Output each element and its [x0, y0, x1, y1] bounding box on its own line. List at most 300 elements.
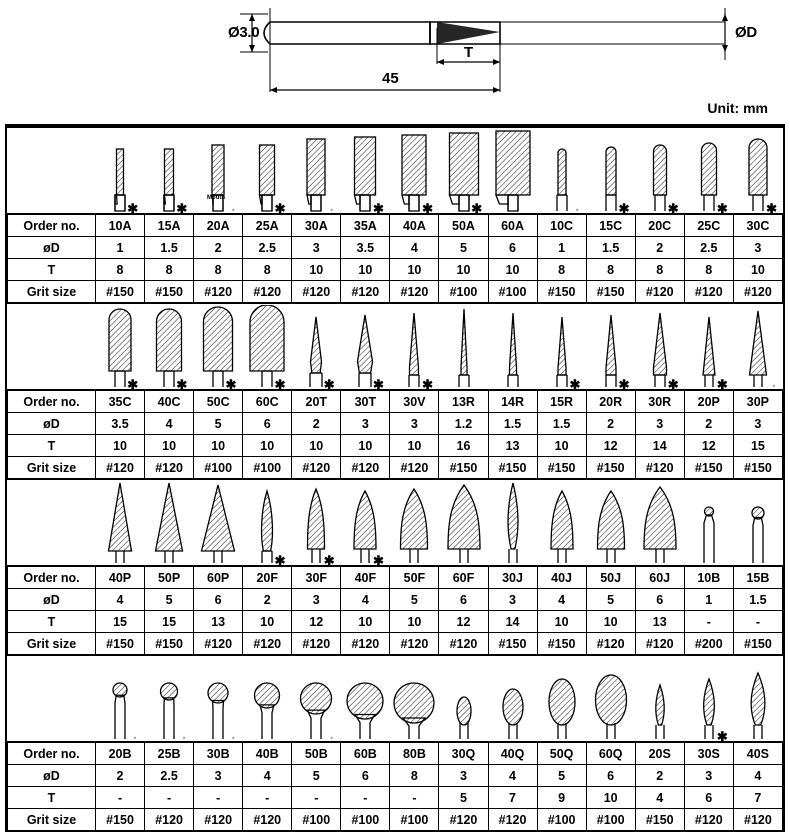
- bur-shape-35C: [95, 304, 144, 392]
- spec-table: [7, 214, 783, 302]
- cell-grit-size-50J: #120: [586, 633, 635, 655]
- cell-order-no-30A: 30A: [292, 215, 341, 237]
- bur-shape-40A: [390, 128, 439, 216]
- bur-shape-20C: [636, 128, 685, 216]
- cell-order-no-60Q: 60Q: [586, 743, 635, 765]
- cell-thickness-10B: -: [684, 611, 733, 633]
- asterisk-marker: ✱: [323, 553, 335, 568]
- mouth-annotation: Mouth: [207, 195, 226, 201]
- bur-shape-40P: [95, 480, 144, 565]
- cell-order-no-40J: 40J: [537, 567, 586, 589]
- asterisk-marker: ✱: [618, 201, 630, 216]
- bur-shape-row: [7, 656, 783, 742]
- cell-grit-size-40S: #120: [733, 809, 782, 831]
- cell-grit-size-60Q: #100: [586, 809, 635, 831]
- cell-thickness-60B: -: [341, 787, 390, 809]
- cell-thickness-60J: 13: [635, 611, 684, 633]
- cell-diameter-25C: 2.5: [684, 237, 733, 259]
- bur-shape-row: [7, 128, 783, 214]
- cell-thickness-40Q: 7: [488, 787, 537, 809]
- cell-order-no-20S: 20S: [635, 743, 684, 765]
- cell-diameter-50Q: 5: [537, 765, 586, 787]
- row-label-grit-size: Grit size: [8, 281, 96, 303]
- cell-thickness-15R: 10: [537, 435, 586, 457]
- cell-thickness-20F: 10: [243, 611, 292, 633]
- cell-grit-size-30A: #120: [292, 281, 341, 303]
- spec-block: [5, 126, 785, 302]
- cell-thickness-14R: 13: [488, 435, 537, 457]
- cell-order-no-50Q: 50Q: [537, 743, 586, 765]
- cell-grit-size-40B: #120: [243, 809, 292, 831]
- taper-length-label: T: [464, 44, 474, 61]
- micro-marker: #: [232, 735, 235, 740]
- cell-order-no-35A: 35A: [341, 215, 390, 237]
- cell-diameter-40B: 4: [243, 765, 292, 787]
- cell-diameter-40F: 4: [341, 589, 390, 611]
- cell-diameter-10A: 1: [96, 237, 145, 259]
- cell-thickness-50B: -: [292, 787, 341, 809]
- cell-diameter-30T: 3: [341, 413, 390, 435]
- bur-shape-40J: [537, 480, 586, 565]
- asterisk-marker: ✱: [176, 377, 188, 392]
- cell-order-no-30P: 30P: [733, 391, 782, 413]
- cell-diameter-30Q: 3: [439, 765, 488, 787]
- cell-order-no-20B: 20B: [96, 743, 145, 765]
- overall-length-label: 45: [382, 70, 399, 87]
- cell-diameter-25A: 2.5: [243, 237, 292, 259]
- spec-row-diameter: [8, 237, 783, 259]
- cell-order-no-35C: 35C: [96, 391, 145, 413]
- shape-row-spacer: [7, 480, 95, 565]
- cell-thickness-25B: -: [145, 787, 194, 809]
- cell-grit-size-20F: #120: [243, 633, 292, 655]
- cell-thickness-20T: 10: [292, 435, 341, 457]
- cell-grit-size-40J: #150: [537, 633, 586, 655]
- row-label-order-no: Order no.: [8, 215, 96, 237]
- cell-grit-size-30S: #120: [684, 809, 733, 831]
- cell-grit-size-30J: #150: [488, 633, 537, 655]
- cell-order-no-50J: 50J: [586, 567, 635, 589]
- cell-order-no-20T: 20T: [292, 391, 341, 413]
- cell-order-no-20A: 20A: [194, 215, 243, 237]
- cell-order-no-20P: 20P: [684, 391, 733, 413]
- row-label-thickness: T: [8, 611, 96, 633]
- bur-shape-35A: [341, 128, 390, 216]
- cell-grit-size-20A: #120: [194, 281, 243, 303]
- cell-diameter-15R: 1.5: [537, 413, 586, 435]
- asterisk-marker: ✱: [471, 201, 483, 216]
- bur-shape-60C: [242, 304, 291, 392]
- cell-grit-size-35C: #120: [96, 457, 145, 479]
- cell-order-no-30R: 30R: [635, 391, 684, 413]
- cell-diameter-40P: 4: [96, 589, 145, 611]
- cell-grit-size-30F: #120: [292, 633, 341, 655]
- bur-shape-20F: [242, 480, 291, 568]
- bur-shape-15R: [537, 304, 586, 392]
- cell-diameter-20R: 2: [586, 413, 635, 435]
- shape-row-spacer: [7, 656, 95, 741]
- bur-shape-10C: [537, 128, 586, 213]
- cell-order-no-30J: 30J: [488, 567, 537, 589]
- cell-diameter-13R: 1.2: [439, 413, 488, 435]
- cell-order-no-10A: 10A: [96, 215, 145, 237]
- cell-diameter-14R: 1.5: [488, 413, 537, 435]
- bur-shape-20S: [636, 656, 685, 741]
- bur-shape-15A: [144, 128, 193, 216]
- cell-grit-size-60A: #100: [488, 281, 537, 303]
- cell-order-no-25A: 25A: [243, 215, 292, 237]
- micro-marker: #: [772, 383, 775, 388]
- cell-order-no-30B: 30B: [194, 743, 243, 765]
- cell-thickness-25A: 8: [243, 259, 292, 281]
- cell-diameter-40Q: 4: [488, 765, 537, 787]
- cell-thickness-40P: 15: [96, 611, 145, 633]
- cell-order-no-40P: 40P: [96, 567, 145, 589]
- cell-grit-size-15C: #150: [586, 281, 635, 303]
- cell-diameter-80B: 8: [390, 765, 439, 787]
- bur-shape-40B: [242, 656, 291, 741]
- cell-order-no-40F: 40F: [341, 567, 390, 589]
- cell-diameter-20F: 2: [243, 589, 292, 611]
- cell-order-no-60J: 60J: [635, 567, 684, 589]
- bur-shape-60P: [193, 480, 242, 565]
- spec-row-order-no: [8, 567, 783, 589]
- asterisk-marker: ✱: [716, 377, 728, 392]
- cell-order-no-60F: 60F: [439, 567, 488, 589]
- bur-shape-40F: [341, 480, 390, 568]
- cell-diameter-50C: 5: [194, 413, 243, 435]
- cell-thickness-20C: 8: [635, 259, 684, 281]
- bur-shape-30P: [734, 304, 783, 389]
- micro-marker: #: [183, 735, 186, 740]
- bur-shape-14R: [488, 304, 537, 389]
- cell-thickness-60C: 10: [243, 435, 292, 457]
- cell-grit-size-60P: #120: [194, 633, 243, 655]
- cell-thickness-60F: 12: [439, 611, 488, 633]
- row-label-thickness: T: [8, 259, 96, 281]
- cell-grit-size-40A: #120: [390, 281, 439, 303]
- cell-diameter-20B: 2: [96, 765, 145, 787]
- spec-row-diameter: [8, 765, 783, 787]
- cell-diameter-30B: 3: [194, 765, 243, 787]
- cell-thickness-30B: -: [194, 787, 243, 809]
- cell-order-no-15C: 15C: [586, 215, 635, 237]
- cell-thickness-40F: 10: [341, 611, 390, 633]
- cell-diameter-20P: 2: [684, 413, 733, 435]
- cell-grit-size-15R: #150: [537, 457, 586, 479]
- cell-diameter-50B: 5: [292, 765, 341, 787]
- cell-diameter-30S: 3: [684, 765, 733, 787]
- row-label-diameter: øD: [8, 765, 96, 787]
- unit-label: Unit: mm: [707, 100, 768, 116]
- cell-order-no-40S: 40S: [733, 743, 782, 765]
- cell-grit-size-50P: #150: [145, 633, 194, 655]
- cell-grit-size-25A: #120: [243, 281, 292, 303]
- cell-order-no-15A: 15A: [145, 215, 194, 237]
- asterisk-marker: ✱: [716, 201, 728, 216]
- bur-shape-40Q: [488, 656, 537, 741]
- cell-grit-size-40C: #120: [145, 457, 194, 479]
- cell-grit-size-14R: #150: [488, 457, 537, 479]
- cell-order-no-80B: 80B: [390, 743, 439, 765]
- bur-shape-15C: [586, 128, 635, 216]
- cell-thickness-30P: 15: [733, 435, 782, 457]
- cell-order-no-60P: 60P: [194, 567, 243, 589]
- bur-shape-30A: [292, 128, 341, 213]
- cell-order-no-30S: 30S: [684, 743, 733, 765]
- cell-diameter-60F: 6: [439, 589, 488, 611]
- asterisk-marker: ✱: [422, 201, 433, 216]
- cell-order-no-50F: 50F: [390, 567, 439, 589]
- cell-order-no-60A: 60A: [488, 215, 537, 237]
- cell-diameter-50P: 5: [145, 589, 194, 611]
- cell-diameter-60J: 6: [635, 589, 684, 611]
- cell-thickness-15A: 8: [145, 259, 194, 281]
- cell-thickness-50F: 10: [390, 611, 439, 633]
- cell-grit-size-30P: #150: [733, 457, 782, 479]
- cell-thickness-40J: 10: [537, 611, 586, 633]
- bur-shape-60J: [636, 480, 685, 565]
- cell-thickness-25C: 8: [684, 259, 733, 281]
- asterisk-marker: ✱: [618, 377, 630, 392]
- cell-thickness-15C: 8: [586, 259, 635, 281]
- spec-row-order-no: [8, 215, 783, 237]
- bur-shape-30R: [636, 304, 685, 392]
- spec-row-thickness: [8, 611, 783, 633]
- cell-order-no-20F: 20F: [243, 567, 292, 589]
- cell-diameter-40S: 4: [733, 765, 782, 787]
- cell-diameter-50A: 5: [439, 237, 488, 259]
- cell-thickness-20S: 4: [635, 787, 684, 809]
- cell-order-no-40Q: 40Q: [488, 743, 537, 765]
- asterisk-marker: ✱: [372, 553, 384, 568]
- cell-thickness-15B: -: [733, 611, 782, 633]
- cell-grit-size-25C: #120: [684, 281, 733, 303]
- spec-block: [5, 478, 785, 654]
- bur-shape-30F: [292, 480, 341, 568]
- cell-grit-size-30V: #120: [390, 457, 439, 479]
- row-label-grit-size: Grit size: [8, 633, 96, 655]
- bur-shape-60Q: [586, 656, 635, 741]
- header-technical-drawing: [0, 0, 790, 100]
- row-label-order-no: Order no.: [8, 567, 96, 589]
- cell-diameter-40C: 4: [145, 413, 194, 435]
- bur-shape-row: [7, 480, 783, 566]
- cell-thickness-40A: 10: [390, 259, 439, 281]
- bur-shape-10A: [95, 128, 144, 216]
- cell-order-no-50A: 50A: [439, 215, 488, 237]
- cell-grit-size-13R: #150: [439, 457, 488, 479]
- cell-grit-size-80B: #100: [390, 809, 439, 831]
- cell-order-no-10C: 10C: [537, 215, 586, 237]
- cell-thickness-50Q: 9: [537, 787, 586, 809]
- cell-grit-size-10C: #150: [537, 281, 586, 303]
- cell-grit-size-50C: #100: [194, 457, 243, 479]
- cell-grit-size-20S: #150: [635, 809, 684, 831]
- cell-order-no-40C: 40C: [145, 391, 194, 413]
- asterisk-marker: ✱: [766, 201, 777, 216]
- cell-thickness-10C: 8: [537, 259, 586, 281]
- bur-shape-20R: [586, 304, 635, 392]
- cell-diameter-20C: 2: [635, 237, 684, 259]
- cell-order-no-30Q: 30Q: [439, 743, 488, 765]
- cell-grit-size-40P: #150: [96, 633, 145, 655]
- cell-diameter-30J: 3: [488, 589, 537, 611]
- asterisk-marker: ✱: [372, 201, 384, 216]
- cell-thickness-35C: 10: [96, 435, 145, 457]
- cell-diameter-30C: 3: [733, 237, 782, 259]
- cell-grit-size-20R: #150: [586, 457, 635, 479]
- bur-shape-30V: [390, 304, 439, 392]
- bur-shape-25C: [685, 128, 734, 216]
- shank-diameter-label: Ø3.0: [228, 24, 260, 41]
- spec-blocks-container: [0, 126, 790, 832]
- cell-thickness-30C: 10: [733, 259, 782, 281]
- cell-thickness-20P: 12: [684, 435, 733, 457]
- cell-diameter-35C: 3.5: [96, 413, 145, 435]
- cell-diameter-60C: 6: [243, 413, 292, 435]
- cell-grit-size-20T: #120: [292, 457, 341, 479]
- spec-row-diameter: [8, 413, 783, 435]
- cell-thickness-30A: 10: [292, 259, 341, 281]
- asterisk-marker: ✱: [372, 377, 384, 392]
- spec-block: [5, 302, 785, 478]
- cell-diameter-10C: 1: [537, 237, 586, 259]
- cell-diameter-35A: 3.5: [341, 237, 390, 259]
- spec-row-diameter: [8, 589, 783, 611]
- cell-diameter-40J: 4: [537, 589, 586, 611]
- asterisk-marker: ✱: [667, 377, 679, 392]
- cell-grit-size-30C: #120: [733, 281, 782, 303]
- cell-grit-size-30R: #120: [635, 457, 684, 479]
- cell-diameter-60P: 6: [194, 589, 243, 611]
- cell-order-no-13R: 13R: [439, 391, 488, 413]
- bur-shape-50J: [586, 480, 635, 565]
- bur-shape-20A: [193, 128, 242, 213]
- cell-grit-size-50B: #100: [292, 809, 341, 831]
- cell-order-no-50P: 50P: [145, 567, 194, 589]
- bur-shape-20P: [685, 304, 734, 392]
- cell-thickness-13R: 16: [439, 435, 488, 457]
- bur-shape-50C: [193, 304, 242, 392]
- asterisk-marker: ✱: [716, 729, 728, 744]
- cell-thickness-60Q: 10: [586, 787, 635, 809]
- bur-shape-50A: [439, 128, 488, 216]
- cell-grit-size-20P: #150: [684, 457, 733, 479]
- cell-order-no-25B: 25B: [145, 743, 194, 765]
- bur-shape-25B: [144, 656, 193, 741]
- cell-diameter-20S: 2: [635, 765, 684, 787]
- cell-diameter-15A: 1.5: [145, 237, 194, 259]
- cell-grit-size-35A: #120: [341, 281, 390, 303]
- spec-row-thickness: [8, 787, 783, 809]
- bur-shape-20B: [95, 656, 144, 741]
- row-label-order-no: Order no.: [8, 391, 96, 413]
- spec-table: [7, 390, 783, 478]
- cell-diameter-20A: 2: [194, 237, 243, 259]
- asterisk-marker: ✱: [569, 377, 581, 392]
- row-label-thickness: T: [8, 435, 96, 457]
- bur-shape-60A: [488, 128, 537, 213]
- cell-grit-size-30Q: #120: [439, 809, 488, 831]
- cell-grit-size-10B: #200: [684, 633, 733, 655]
- cell-grit-size-30T: #120: [341, 457, 390, 479]
- asterisk-marker: ✱: [274, 553, 286, 568]
- cell-diameter-60B: 6: [341, 765, 390, 787]
- cell-diameter-15C: 1.5: [586, 237, 635, 259]
- spec-row-order-no: [8, 391, 783, 413]
- micro-marker: #: [330, 735, 333, 740]
- cell-order-no-15B: 15B: [733, 567, 782, 589]
- cell-grit-size-60B: #100: [341, 809, 390, 831]
- cell-diameter-25B: 2.5: [145, 765, 194, 787]
- cell-grit-size-50Q: #100: [537, 809, 586, 831]
- bur-shape-40C: [144, 304, 193, 392]
- cell-thickness-30R: 14: [635, 435, 684, 457]
- cell-order-no-50B: 50B: [292, 743, 341, 765]
- bur-shape-80B: [390, 656, 439, 741]
- row-label-grit-size: Grit size: [8, 457, 96, 479]
- micro-marker: #: [576, 207, 579, 212]
- cell-thickness-30T: 10: [341, 435, 390, 457]
- cell-order-no-30C: 30C: [733, 215, 782, 237]
- spec-table: [7, 566, 783, 654]
- cell-order-no-40A: 40A: [390, 215, 439, 237]
- cell-order-no-60C: 60C: [243, 391, 292, 413]
- cell-thickness-50J: 10: [586, 611, 635, 633]
- cell-thickness-30F: 12: [292, 611, 341, 633]
- spec-row-grit-size: [8, 457, 783, 479]
- cell-diameter-20T: 2: [292, 413, 341, 435]
- cell-thickness-20A: 8: [194, 259, 243, 281]
- bur-shape-60B: [341, 656, 390, 741]
- asterisk-marker: ✱: [323, 377, 335, 392]
- asterisk-marker: ✱: [274, 377, 286, 392]
- bur-shape-row: [7, 304, 783, 390]
- cell-thickness-40B: -: [243, 787, 292, 809]
- spec-row-grit-size: [8, 809, 783, 831]
- cell-grit-size-20B: #150: [96, 809, 145, 831]
- micro-marker: #: [133, 735, 137, 740]
- cell-grit-size-15A: #150: [145, 281, 194, 303]
- cell-grit-size-60C: #100: [243, 457, 292, 479]
- cell-thickness-30V: 10: [390, 435, 439, 457]
- cell-order-no-50C: 50C: [194, 391, 243, 413]
- cell-diameter-50J: 5: [586, 589, 635, 611]
- cell-thickness-40C: 10: [145, 435, 194, 457]
- spec-block: [5, 654, 785, 832]
- asterisk-marker: ✱: [127, 201, 139, 216]
- asterisk-marker: ✱: [667, 201, 679, 216]
- cell-thickness-60P: 13: [194, 611, 243, 633]
- cell-thickness-50C: 10: [194, 435, 243, 457]
- bur-shape-60F: [439, 480, 488, 565]
- cell-grit-size-60F: #120: [439, 633, 488, 655]
- asterisk-marker: ✱: [422, 377, 433, 392]
- bur-shape-40S: [734, 656, 783, 741]
- cell-order-no-30F: 30F: [292, 567, 341, 589]
- bur-shape-50B: [292, 656, 341, 741]
- spec-table: [7, 742, 783, 830]
- head-diameter-label: ØD: [735, 24, 757, 41]
- cell-grit-size-10A: #150: [96, 281, 145, 303]
- spec-row-thickness: [8, 435, 783, 457]
- cell-thickness-50P: 15: [145, 611, 194, 633]
- cell-grit-size-50F: #120: [390, 633, 439, 655]
- spec-row-thickness: [8, 259, 783, 281]
- spec-row-grit-size: [8, 633, 783, 655]
- cell-diameter-30V: 3: [390, 413, 439, 435]
